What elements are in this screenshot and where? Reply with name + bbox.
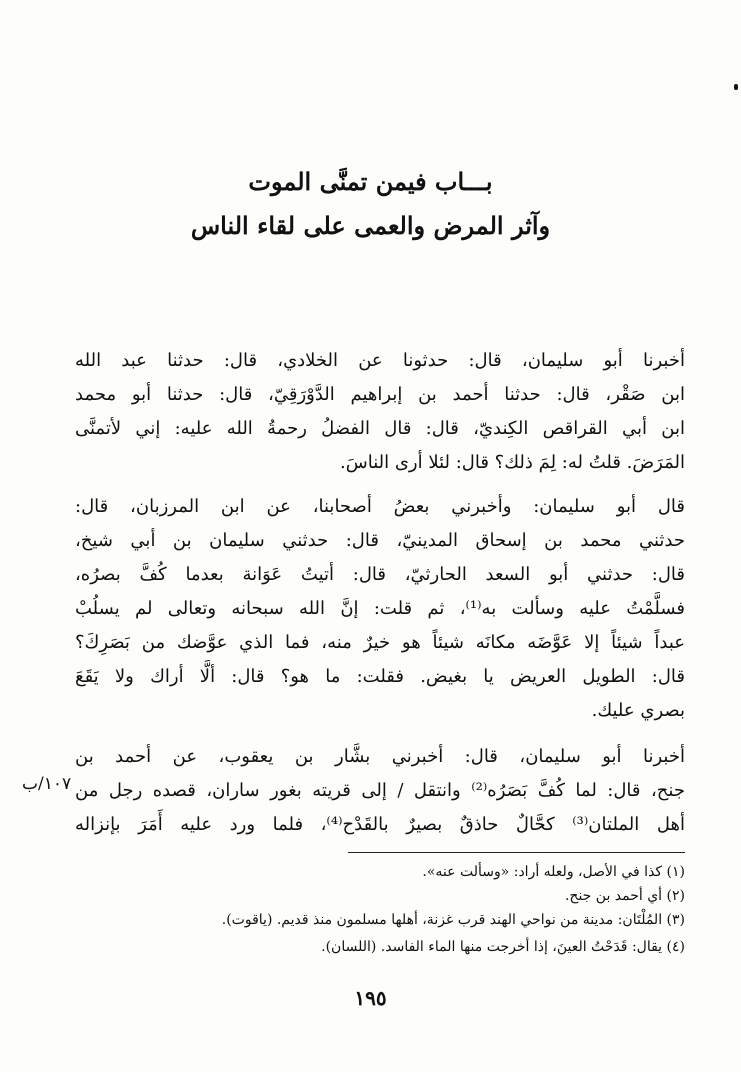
chapter-title-line-1: بـــاب فيمن تمنَّى الموت [248, 167, 493, 196]
text-line: جنح، قال: لما كُفَّ بَصَرُه⁽²⁾ وانتقل / إلى قريته بغور ساران، قصده رجل من [75, 780, 685, 801]
text-line: المَرَضَ. قلتُ له: لِمَ ذلك؟ قال: لئلا أرى الناسَ. [340, 452, 685, 473]
text-line: أخبرنا أبو سليمان، قال: حدثونا عن الخلادي، قال: حدثنا عبد الله [75, 350, 685, 371]
footnote-divider [348, 852, 685, 853]
text-line: ابن صَقْر، قال: حدثنا أحمد بن إبراهيم الدَّوْرَقِيّ، قال: حدثنا أبو محمد [75, 384, 685, 405]
text-line: قال: حدثني أبو السعد الحارثيّ، قال: أتيتُ عَوَانة بعدما كُفَّ بصرُه، [75, 564, 685, 585]
paragraph-2 [75, 490, 685, 728]
text-line: عبداً شيئاً إلا عَوَّضَه مكانَه شيئاً هو خيرٌ منه، فما الذي عوَّضك من بَصَرِكَ؟ [75, 632, 685, 653]
footnote-3: (٣) المُلْتَان: مدينة من نواحي الهند قرب غزنة، أهلها مسلمون منذ قديم. (ياقوت). [221, 912, 685, 928]
text-line: بصري عليك. [591, 700, 685, 721]
text-line: ابن أبي القراقص الكِنديّ، قال: قال الفضلُ رحمةُ الله عليه: إني لأتمنَّى [75, 418, 685, 439]
text-line: قال أبو سليمان: وأخبرني بعضُ أصحابنا، عن ابن المرزبان، قال: [75, 496, 685, 517]
text-line: أهل الملتان⁽³⁾ كحَّالٌ حاذقٌ بصيرٌ بالقَدْح⁽⁴⁾، فلما ورد عليه أَمَرَ بإنزاله [75, 814, 685, 835]
text-line: فسلَّمْتُ عليه وسألت به⁽¹⁾، ثم قلت: إنَّ الله سبحانه وتعالى لم يسلُبْ [75, 598, 685, 619]
footnote-2: (٢) أي أحمد بن جنح. [564, 888, 685, 904]
page-number: ١٩٥ [354, 986, 387, 1010]
text-line: قال: الطويل العريض يا بغيض. فقلت: ما هو؟ قال: ألَّا أراك ولا يَقَعَ [75, 666, 685, 687]
footnote-4: (٤) يقال: قَدَحْتُ العينَ، إذا أخرجت منها الماء الفاسد. (اللسان). [321, 939, 685, 955]
text-line: حدثني محمد بن إسحاق المدينيّ، قال: حدثني سليمان بن أبي شيخ، [75, 530, 685, 551]
text-line: أخبرنا أبو سليمان، قال: أخبرني بشَّار بن يعقوب، عن أحمد بن [75, 746, 685, 767]
scan-speck [734, 84, 738, 90]
manuscript-folio-marker: ١٠٧/ب [22, 774, 72, 794]
footnote-1: (١) كذا في الأصل، ولعله أراد: «وسألت عنه». [422, 864, 685, 880]
paragraph-1 [75, 344, 685, 480]
paragraph-3 [75, 740, 685, 842]
chapter-title-line-2: وآثر المرض والعمى على لقاء الناس [190, 211, 551, 240]
